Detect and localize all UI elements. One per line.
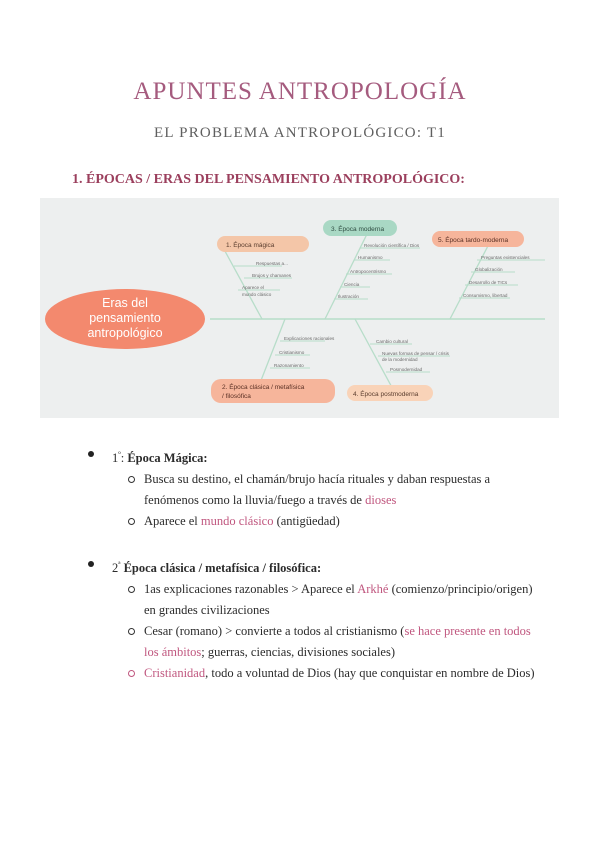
sub-clasica-1: Explicaciones racionales: [284, 336, 335, 341]
list-subitem: Aparece el mundo clásico (antigüedad): [88, 511, 538, 532]
bullet-icon: [88, 561, 94, 567]
circle-bullet-icon: [128, 476, 135, 483]
bone-magica: [220, 242, 262, 319]
sub-postmoderna-3: de la modernidad: [382, 357, 418, 362]
sub-tardo-2: Globalización: [475, 267, 503, 272]
page-subtitle: EL PROBLEMA ANTROPOLÓGICO: T1: [154, 125, 446, 141]
epoca-1-title: Época Mágica:: [127, 451, 208, 466]
circle-bullet-icon: [128, 586, 135, 593]
node-clasica-label-1: 2. Época clásica / metafísica: [222, 384, 305, 391]
sub-magica-1: Respuestas a...: [256, 261, 288, 266]
node-magica-label: 1. Época mágica: [226, 242, 275, 249]
sub-postmoderna-4: Posmodernidad: [390, 367, 423, 372]
node-tardo-label: 5. Época tardo-moderna: [438, 237, 509, 244]
list-item-epoca-2: $2^ª$ Época clásica / metafísica / filosófica:: [88, 554, 538, 579]
sub-moderna-5: Ilustración: [338, 294, 359, 299]
sub-postmoderna-1: Cambio cultural: [376, 339, 408, 344]
list-subitem: Cristianidad, todo a voluntad de Dios (hay que conquistar en nombre de Dios): [88, 663, 538, 684]
sub-tardo-1: Preguntas existenciales: [481, 255, 530, 260]
circle-bullet-icon: [128, 628, 135, 635]
epoca-2-title: Época clásica / metafísica / filosófica:: [123, 561, 322, 576]
sub-moderna-1: Revolución científica / Dios: [364, 243, 420, 248]
fishbone-diagram: [40, 198, 559, 418]
circle-bullet-icon: [128, 670, 135, 677]
sub-magica-2: Brujos y chamanes: [252, 273, 292, 278]
node-postmoderna-label: 4. Época postmoderna: [353, 391, 419, 398]
sub-moderna-2: Humanismo: [358, 255, 383, 260]
node-clasica-label-2: / filosófica: [222, 393, 251, 400]
circle-bullet-icon: [128, 518, 135, 525]
node-moderna-label: 3. Época moderna: [331, 226, 385, 233]
section-heading: 1. ÉPOCAS / ERAS DEL PENSAMIENTO ANTROPOLÓGICO:: [72, 172, 465, 187]
central-label-1: Eras del: [102, 296, 148, 310]
sub-clasica-3: Razonamiento: [274, 363, 304, 368]
sub-moderna-4: Ciencia: [344, 282, 360, 287]
central-label-2: pensamiento: [89, 311, 161, 325]
list-subitem: Cesar (romano) > convierte a todos al cristianismo (se hace presente en todos los ámbitos; guerras, ciencias, divisiones sociales): [88, 621, 538, 663]
sub-tardo-4: Consumismo, libertad: [463, 293, 508, 298]
bullet-icon: [88, 451, 94, 457]
sub-clasica-2: Cristianismo: [279, 350, 305, 355]
sub-magica-3: Aparece el: [242, 285, 264, 290]
central-label-3: antropológico: [87, 326, 163, 340]
notes-list: [88, 444, 538, 684]
sub-postmoderna-2: Nuevas formas de pensar / crisis: [382, 351, 449, 356]
page-title: APUNTES ANTROPOLOGÍA: [133, 78, 467, 105]
list-subitem: 1as explicaciones razonables > Aparece el Arkhé (comienzo/principio/origen) en grandes civilizaciones: [88, 579, 538, 621]
sub-moderna-3: Antropocentrismo: [350, 269, 387, 274]
sub-magica-4: mundo clásico: [242, 292, 272, 297]
list-item-epoca-1: $1^º$: Época Mágica:: [88, 444, 538, 469]
sub-tardo-3: Desarrollo de TICs: [469, 280, 508, 285]
list-subitem: Busca su destino, el chamán/brujo hacía rituales y daban respuestas a fenómenos como la lluvia/fuego a través de dioses: [88, 469, 538, 511]
